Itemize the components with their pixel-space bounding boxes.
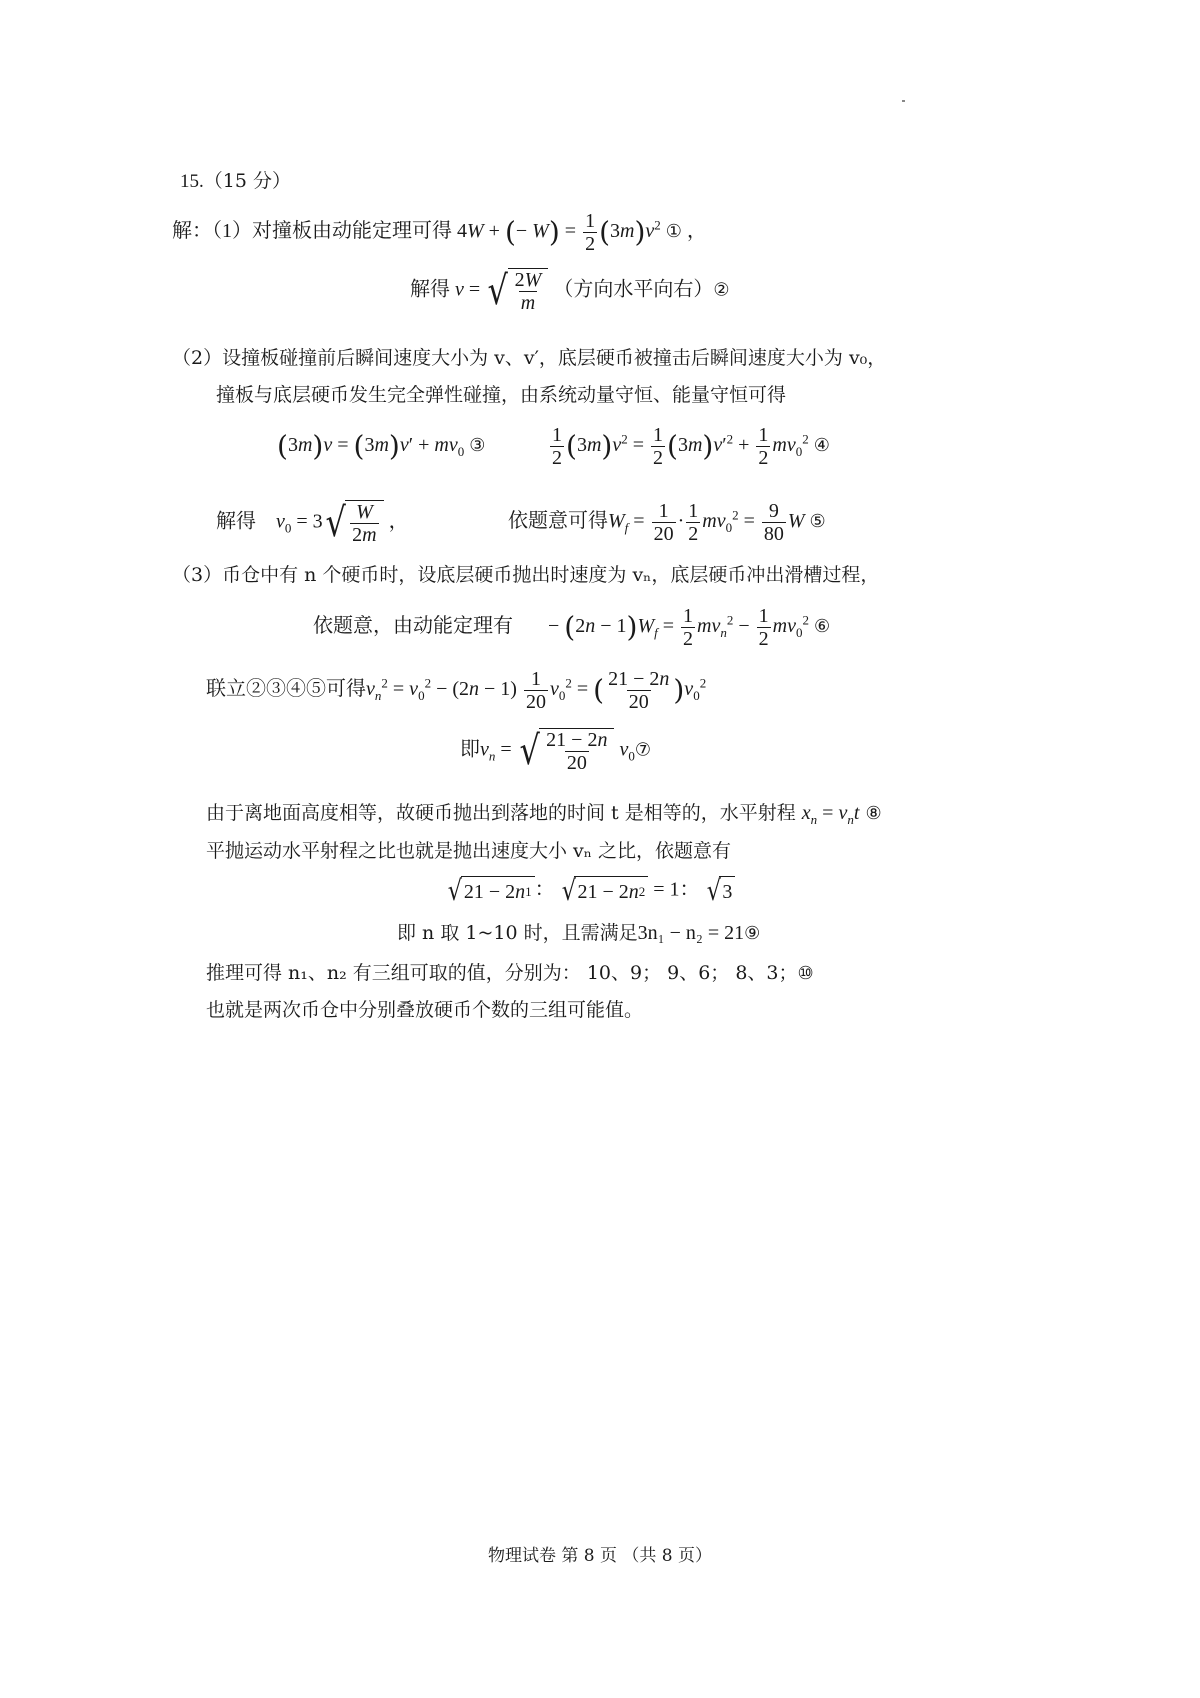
vn-equation: 即$v_n$ = √ $\frac{21 - 2n}{20}$ $v_0⑦$ [460, 728, 651, 774]
range-ratio-line: 平抛运动水平射程之比也就是抛出速度大小 vₙ 之比，依题意有 [206, 840, 732, 862]
equation-marker-8: ⑧ [865, 803, 882, 824]
scan-speck [902, 100, 905, 102]
combine-prefix: 联立②③④⑤可得 [206, 678, 366, 701]
condition-equation: 3n₁ − n₂ = 21 [637, 922, 745, 944]
direction-note: （方向水平向右） [553, 278, 714, 301]
energy-equation: $\frac{1}{2}$ $(3m)v^2$ = $\frac{1}{2}$ $(3m)v'^2$ + $\frac{1}{2}$ $mv_0^2$ ④ [552, 424, 830, 469]
part2-solve-prefix: 解得 [216, 510, 256, 533]
page-footer: 物理试卷 第 8 页 （共 8 页） [487, 1546, 713, 1566]
part1-equation-line [172, 210, 707, 255]
i-e-label: 即 [460, 738, 480, 761]
part2-line-1: （2）设撞板碰撞前后瞬间速度大小为 v、v′，底层硬币被撞击后瞬间速度大小为 v₀， [172, 347, 887, 369]
condition-line [397, 920, 760, 947]
equation-marker-1: ① [665, 221, 682, 243]
equation-marker-4: ④ [813, 435, 830, 457]
part3-line-1: （3）币仓中有 n 个硬币时，设底层硬币抛出时速度为 vₙ，底层硬币冲出滑槽过程， [172, 564, 880, 586]
time-equal-line [206, 800, 882, 827]
work-energy-equation: 4W + (− W) = $\frac{1}{2}$ $(3m)v^2$ [457, 210, 661, 255]
sqrt-ratio: √ $\frac{21 - 2n}{20}$ [517, 728, 615, 774]
equation-marker-3: ③ [469, 435, 486, 456]
sqrt-2w-over-m: √ $\frac{2W}{m}$ [485, 268, 548, 314]
part1-comma: ， [686, 220, 707, 243]
time-equal-text: 由于离地面高度相等，故硬币抛出到落地的时间 t 是相等的，水平射程 [206, 802, 796, 824]
momentum-equation: $(3m)v = (3m)v' + mv_0$ ③ [277, 429, 486, 463]
friction-work-equation: 依题意可得$W_f$ = $\frac{1}{20}$ · $\frac{1}{2}$ $mv_0^2$ = $\frac{9}{80}$ W ⑤ [508, 500, 826, 545]
result-text: 推理可得 n₁、n₂ 有三组可取的值，分别为： 10、9； 9、6； 8、3； [206, 962, 798, 984]
equation-marker-9: ⑨ [744, 923, 761, 944]
part1-solution-line: 解得 v = √ $\frac{2W}{m}$ （方向水平向右）② [410, 268, 730, 314]
conclusion-line: 也就是两次币仓中分别叠放硬币个数的三组可能值。 [206, 999, 644, 1021]
part1-intro: 解：（1）对撞板由动能定理可得 [172, 220, 452, 243]
part3-line2-prefix: 依题意，由动能定理有 [313, 615, 513, 638]
range-equation: $x_n = v_nt$ [801, 802, 860, 827]
part1-solve-prefix: 解得 [410, 278, 450, 301]
problem-heading [180, 168, 291, 195]
sqrt-ratio-equation: √ 21 − 2 n 1 ： √ 21 − 2 n 2 = 1： √ 3 [446, 876, 735, 906]
by-meaning-label: 依题意可得 [508, 510, 608, 533]
equation-marker-2: ② [713, 279, 730, 301]
problem-points: （15 分） [203, 170, 291, 192]
combined-equation: 联立②③④⑤可得$v_n^2 = v_0^2 - (2n - 1)$ $\frac{1}{20}$ $v_0^2$ = ( $\frac{21 - 2n}{20}$ )$v_0^2$ [206, 668, 707, 713]
equation-marker-7: ⑦ [634, 739, 651, 761]
result-line [206, 960, 814, 987]
part3-energy-line: 依题意，由动能定理有 − $(2n - 1)W_f$ = $\frac{1}{2}$ $mv_n^2$ − $\frac{1}{2}$ $mv_0^2$ ⑥ [313, 605, 831, 650]
equation-marker-10: ⑩ [797, 963, 814, 984]
equation-marker-6: ⑥ [813, 616, 831, 638]
v0-solution: 解得 $v_0 = 3$ √ $\frac{W}{2m}$ ， [216, 500, 409, 546]
part2-line-2: 撞板与底层硬币发生完全弹性碰撞，由系统动量守恒、能量守恒可得 [216, 384, 787, 406]
equation-marker-5: ⑤ [809, 511, 826, 533]
condition-prefix: 即 n 取 1~10 时，且需满足 [397, 922, 638, 944]
problem-number: 15. [180, 171, 204, 192]
sqrt-w-over-2m: √ $\frac{W}{2m}$ [323, 500, 384, 546]
